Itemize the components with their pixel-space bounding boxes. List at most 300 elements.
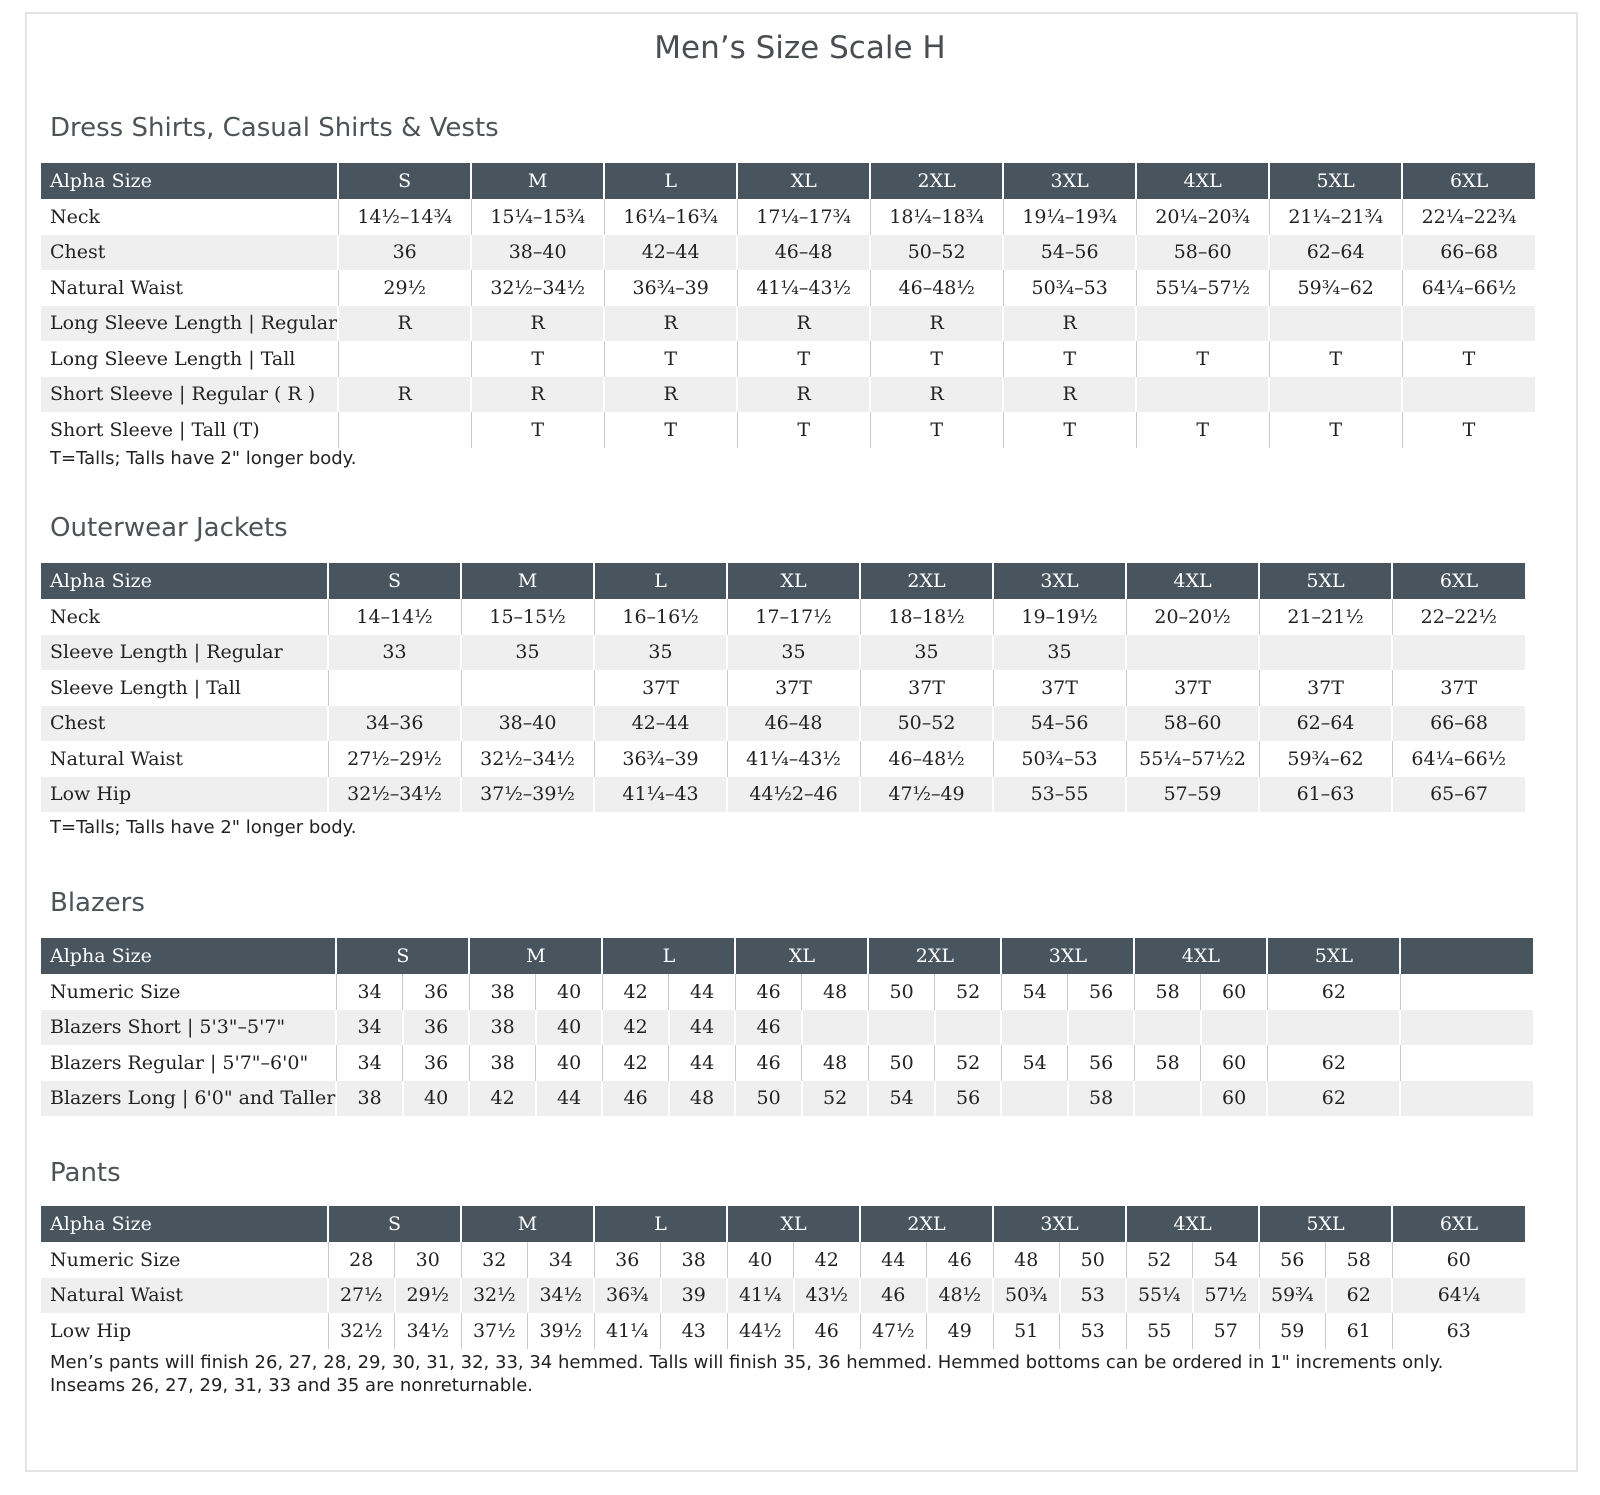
size-cell: 46–48 (727, 706, 860, 742)
numeric-value (1135, 1081, 1200, 1117)
size-header: S (338, 163, 471, 199)
numeric-value: 48 (1014, 1248, 1039, 1271)
numeric-value: 34½ (394, 1313, 461, 1349)
numeric-value (1401, 974, 1534, 1010)
value-pair (1268, 1010, 1399, 1046)
numeric-value: 40 (402, 1081, 469, 1117)
size-cell: 15–15½ (461, 599, 594, 635)
numeric-value: 46 (623, 1087, 648, 1110)
numeric-value: 39 (660, 1278, 727, 1314)
size-cell: R (737, 306, 870, 342)
size-cell (1392, 1278, 1525, 1314)
numeric-value: 32½ (339, 1319, 383, 1342)
numeric-value: 58 (1155, 980, 1180, 1003)
size-cell (1001, 1045, 1134, 1081)
numeric-value: 54 (1022, 1051, 1047, 1074)
value-pair (728, 1242, 860, 1278)
size-cell: 37T (1392, 670, 1525, 706)
size-header: 5XL (1267, 938, 1400, 974)
numeric-value: 60 (1446, 1248, 1471, 1271)
size-header: M (461, 1206, 594, 1242)
size-cell (727, 1313, 860, 1349)
value-pair (462, 1278, 593, 1314)
value-pair (603, 1081, 734, 1117)
numeric-value: 48 (801, 974, 868, 1010)
numeric-value: 34 (357, 1016, 382, 1039)
value-pair (736, 1045, 868, 1081)
value-pair (1268, 1081, 1399, 1117)
value-pair (470, 1045, 602, 1081)
numeric-value: 52 (934, 974, 1001, 1010)
numeric-value: 37½ (472, 1319, 516, 1342)
table-row (41, 377, 1535, 413)
numeric-value: 36¾ (605, 1284, 649, 1307)
numeric-value: 56 (1280, 1248, 1305, 1271)
numeric-value: 44 (535, 1081, 602, 1117)
numeric-value (1067, 1010, 1134, 1046)
value-pair (1401, 1010, 1533, 1046)
value-pair (337, 1081, 468, 1117)
numeric-value: 62 (1325, 1278, 1392, 1314)
size-cell: 27½–29½ (328, 741, 461, 777)
size-cell (1267, 1045, 1400, 1081)
value-pair (861, 1313, 993, 1349)
size-cell: 21–21½ (1259, 599, 1392, 635)
size-cell: 32½–34½ (461, 741, 594, 777)
size-cell (336, 1045, 469, 1081)
size-cell: T (1269, 341, 1402, 377)
size-cell (1400, 1081, 1533, 1117)
size-cell (461, 670, 594, 706)
numeric-value: 60 (1200, 1081, 1267, 1117)
size-cell (469, 1010, 602, 1046)
numeric-value (1002, 1081, 1067, 1117)
size-cell: 46–48½ (860, 741, 993, 777)
value-pair (1260, 1278, 1391, 1314)
size-cell (338, 412, 471, 448)
row-label: Short Sleeve | Regular ( R ) (41, 377, 338, 413)
size-cell (1400, 1045, 1533, 1081)
numeric-value: 56 (1067, 974, 1134, 1010)
size-cell: 22¼–22¾ (1402, 199, 1535, 235)
size-header: L (604, 163, 737, 199)
numeric-value: 58 (1067, 1081, 1134, 1117)
size-cell: 19–19½ (993, 599, 1126, 635)
header-label: Alpha Size (41, 563, 328, 599)
size-cell (1134, 1010, 1267, 1046)
table-row (41, 1242, 1525, 1278)
header-row (41, 563, 1525, 599)
numeric-value: 42 (793, 1242, 860, 1278)
size-cell (860, 1313, 993, 1349)
row-label: Blazers Regular | 5'7"–6'0" (41, 1045, 336, 1081)
row-label: Low Hip (41, 1313, 328, 1349)
table-row (41, 741, 1525, 777)
header-label: Alpha Size (41, 163, 338, 199)
row-label: Neck (41, 599, 328, 635)
size-header: 2XL (860, 563, 993, 599)
size-cell: R (737, 377, 870, 413)
table-row (41, 974, 1533, 1010)
value-pair (462, 1242, 594, 1278)
size-cell: T (1269, 412, 1402, 448)
size-header: S (328, 563, 461, 599)
size-cell (594, 1313, 727, 1349)
size-cell: 37T (727, 670, 860, 706)
size-cell: T (737, 412, 870, 448)
table-row (41, 599, 1525, 635)
numeric-value: 34 (357, 1051, 382, 1074)
size-cell: 32½–34½ (471, 270, 604, 306)
size-cell: 37T (594, 670, 727, 706)
size-cell (1259, 1278, 1392, 1314)
size-cell (868, 974, 1001, 1010)
numeric-value: 41¼ (605, 1319, 649, 1342)
size-cell (1267, 1081, 1400, 1117)
blazers-heading: Blazers (50, 888, 145, 918)
value-pair (869, 1081, 1000, 1117)
size-header: M (461, 563, 594, 599)
value-pair (1260, 1242, 1392, 1278)
size-cell: T (737, 341, 870, 377)
table-row (41, 1045, 1533, 1081)
numeric-value: 52 (1147, 1248, 1172, 1271)
value-pair (1401, 1081, 1533, 1117)
numeric-value: 46 (793, 1313, 860, 1349)
size-cell: T (604, 412, 737, 448)
size-cell (1267, 974, 1400, 1010)
size-cell: 37T (993, 670, 1126, 706)
table-row (41, 635, 1525, 671)
numeric-value: 53 (1059, 1278, 1126, 1314)
size-cell (1259, 1242, 1392, 1278)
size-cell (1136, 306, 1269, 342)
row-label: Sleeve Length | Tall (41, 670, 328, 706)
numeric-value: 52 (934, 1045, 1001, 1081)
numeric-value: 40 (535, 974, 602, 1010)
size-cell (1269, 306, 1402, 342)
size-cell (1269, 377, 1402, 413)
value-pair (470, 974, 602, 1010)
value-pair (1268, 1045, 1400, 1081)
value-pair (1401, 974, 1534, 1010)
size-cell (1400, 1010, 1533, 1046)
value-pair (462, 1313, 594, 1349)
table-row (41, 341, 1535, 377)
size-cell (594, 1242, 727, 1278)
size-header: 3XL (993, 1206, 1126, 1242)
size-cell: 58–60 (1126, 706, 1259, 742)
size-cell: 19¼–19¾ (1003, 199, 1136, 235)
size-cell: 64¼–66½ (1402, 270, 1535, 306)
size-cell: 54–56 (993, 706, 1126, 742)
numeric-value: 30 (394, 1242, 461, 1278)
value-pair (603, 1045, 735, 1081)
size-cell: 38–40 (471, 235, 604, 271)
size-cell: 57–59 (1126, 777, 1259, 813)
numeric-value: 29½ (394, 1278, 461, 1314)
numeric-value: 46 (881, 1284, 906, 1307)
size-cell (338, 341, 471, 377)
numeric-value: 38 (660, 1242, 727, 1278)
header-row (41, 1206, 1525, 1242)
numeric-value: 61 (1325, 1313, 1392, 1349)
size-cell: R (471, 377, 604, 413)
numeric-value: 64¼ (1437, 1284, 1481, 1307)
numeric-value: 44½ (738, 1319, 782, 1342)
size-cell: 14½–14¾ (338, 199, 471, 235)
shirts-note: T=Talls; Talls have 2" longer body. (50, 448, 357, 469)
size-cell: T (870, 412, 1003, 448)
value-pair (337, 1045, 469, 1081)
size-cell: T (1003, 341, 1136, 377)
table-row (41, 306, 1535, 342)
row-label: Numeric Size (41, 974, 336, 1010)
numeric-value (801, 1010, 868, 1046)
numeric-value: 36 (402, 1045, 469, 1081)
size-cell (1001, 974, 1134, 1010)
size-cell: 38–40 (461, 706, 594, 742)
size-cell: 35 (993, 635, 1126, 671)
size-cell (1134, 1081, 1267, 1117)
size-cell (336, 1081, 469, 1117)
size-cell: 41¼–43 (594, 777, 727, 813)
size-cell (1126, 635, 1259, 671)
size-cell (1392, 635, 1525, 671)
value-pair (1002, 1010, 1133, 1046)
numeric-value: 40 (535, 1045, 602, 1081)
numeric-value: 59 (1280, 1319, 1305, 1342)
size-cell: 15¼–15¾ (471, 199, 604, 235)
size-cell: 66–68 (1402, 235, 1535, 271)
size-cell: 17–17½ (727, 599, 860, 635)
size-cell: 37T (1259, 670, 1392, 706)
size-header: 3XL (1001, 938, 1134, 974)
numeric-value (1401, 1045, 1534, 1081)
numeric-value: 50 (889, 980, 914, 1003)
size-cell (602, 1081, 735, 1117)
size-header: 6XL (1402, 163, 1535, 199)
value-pair (595, 1242, 727, 1278)
size-cell: R (604, 377, 737, 413)
numeric-value: 62 (1321, 1051, 1346, 1074)
size-cell: 53–55 (993, 777, 1126, 813)
value-pair (1401, 1045, 1534, 1081)
size-cell (1400, 974, 1533, 1010)
size-cell: 46–48½ (870, 270, 1003, 306)
size-header: 3XL (993, 563, 1126, 599)
size-cell: 58–60 (1136, 235, 1269, 271)
size-cell: R (338, 377, 471, 413)
size-cell (602, 1010, 735, 1046)
size-cell: T (1136, 341, 1269, 377)
size-header: 5XL (1259, 563, 1392, 599)
size-cell (328, 670, 461, 706)
size-cell: 35 (727, 635, 860, 671)
numeric-value: 38 (490, 1051, 515, 1074)
value-pair (1002, 974, 1134, 1010)
numeric-value: 54 (889, 1087, 914, 1110)
numeric-value: 42 (623, 1016, 648, 1039)
size-cell (328, 1242, 461, 1278)
numeric-value: 41¼ (738, 1284, 782, 1307)
size-cell: 18¼–18¾ (870, 199, 1003, 235)
size-cell: 18–18½ (860, 599, 993, 635)
size-cell (461, 1313, 594, 1349)
size-cell (594, 1278, 727, 1314)
size-cell: 59¾–62 (1269, 270, 1402, 306)
numeric-value: 40 (748, 1248, 773, 1271)
size-cell (860, 1242, 993, 1278)
value-pair (1135, 1045, 1267, 1081)
table-row (41, 1081, 1533, 1117)
size-cell (1402, 306, 1535, 342)
size-header: 6XL (1392, 563, 1525, 599)
size-cell (1126, 1242, 1259, 1278)
value-pair (994, 1278, 1125, 1314)
size-cell (993, 1278, 1126, 1314)
row-label: Chest (41, 706, 328, 742)
size-cell (461, 1242, 594, 1278)
size-header: XL (737, 163, 870, 199)
row-label: Long Sleeve Length | Regular (41, 306, 338, 342)
size-cell: T (1003, 412, 1136, 448)
size-cell: T (604, 341, 737, 377)
value-pair (1268, 974, 1400, 1010)
value-pair (603, 974, 735, 1010)
numeric-value (1002, 1010, 1067, 1046)
numeric-value: 34 (527, 1242, 594, 1278)
size-cell: R (870, 306, 1003, 342)
size-header: S (336, 938, 469, 974)
numeric-value: 42 (623, 980, 648, 1003)
numeric-value: 32½ (472, 1284, 516, 1307)
numeric-value: 38 (490, 980, 515, 1003)
numeric-value: 46 (756, 980, 781, 1003)
header-label: Alpha Size (41, 938, 336, 974)
numeric-value: 44 (881, 1248, 906, 1271)
size-cell: 21¼–21¾ (1269, 199, 1402, 235)
size-cell: 46–48 (737, 235, 870, 271)
size-cell: 34–36 (328, 706, 461, 742)
value-pair (861, 1278, 992, 1314)
size-cell (1259, 1313, 1392, 1349)
size-cell (727, 1278, 860, 1314)
numeric-value: 44 (668, 1045, 735, 1081)
row-label: Long Sleeve Length | Tall (41, 341, 338, 377)
size-cell (602, 974, 735, 1010)
value-pair (861, 1242, 993, 1278)
value-pair (1127, 1313, 1259, 1349)
size-cell (602, 1045, 735, 1081)
value-pair (1135, 1010, 1266, 1046)
shirts-size-table (41, 163, 1535, 448)
table-row (41, 706, 1525, 742)
value-pair (1393, 1278, 1525, 1314)
outerwear-size-table (41, 563, 1525, 812)
numeric-value (1268, 1010, 1399, 1046)
table-row (41, 235, 1535, 271)
size-header: M (471, 163, 604, 199)
numeric-value: 51 (1014, 1319, 1039, 1342)
numeric-value: 50 (756, 1087, 781, 1110)
numeric-value: 42 (490, 1087, 515, 1110)
value-pair (728, 1278, 859, 1314)
size-cell: 66–68 (1392, 706, 1525, 742)
size-cell (1126, 1278, 1259, 1314)
size-header: 3XL (1003, 163, 1136, 199)
value-pair (736, 1081, 867, 1117)
numeric-value: 34½ (527, 1278, 594, 1314)
size-header: S (328, 1206, 461, 1242)
value-pair (869, 1045, 1001, 1081)
numeric-value: 52 (801, 1081, 868, 1117)
numeric-value: 32 (482, 1248, 507, 1271)
value-pair (1127, 1278, 1258, 1314)
size-cell: 42–44 (604, 235, 737, 271)
row-label: Low Hip (41, 777, 328, 813)
value-pair (595, 1313, 727, 1349)
numeric-value (1135, 1010, 1200, 1046)
size-cell (727, 1242, 860, 1278)
size-cell: 16–16½ (594, 599, 727, 635)
size-header: 6XL (1392, 1206, 1525, 1242)
size-cell (1126, 1313, 1259, 1349)
size-cell: 54–56 (1003, 235, 1136, 271)
size-header: 2XL (868, 938, 1001, 974)
value-pair (1127, 1242, 1259, 1278)
size-cell (1001, 1081, 1134, 1117)
size-cell (461, 1278, 594, 1314)
size-cell: 42–44 (594, 706, 727, 742)
outerwear-note: T=Talls; Talls have 2" longer body. (50, 817, 357, 838)
size-cell: T (1402, 341, 1535, 377)
size-cell: 14–14½ (328, 599, 461, 635)
size-cell (1136, 377, 1269, 413)
size-cell: 37½–39½ (461, 777, 594, 813)
value-pair (994, 1242, 1126, 1278)
size-header: 5XL (1259, 1206, 1392, 1242)
numeric-value: 27½ (339, 1284, 383, 1307)
size-header: XL (727, 563, 860, 599)
size-cell: 50–52 (860, 706, 993, 742)
numeric-value: 42 (623, 1051, 648, 1074)
size-header: 2XL (860, 1206, 993, 1242)
numeric-value: 34 (357, 980, 382, 1003)
value-pair (470, 1081, 601, 1117)
size-cell: 41¼–43½ (737, 270, 870, 306)
numeric-value: 44 (668, 1010, 735, 1046)
size-cell: 16¼–16¾ (604, 199, 737, 235)
numeric-value: 60 (1200, 1045, 1267, 1081)
size-cell (860, 1278, 993, 1314)
size-cell (868, 1010, 1001, 1046)
size-cell (1267, 1010, 1400, 1046)
size-cell: 22–22½ (1392, 599, 1525, 635)
numeric-value (1200, 1010, 1267, 1046)
table-row (41, 199, 1535, 235)
size-cell: 65–67 (1392, 777, 1525, 813)
value-pair (869, 1010, 1000, 1046)
value-pair (1135, 1081, 1266, 1117)
size-cell: 37T (1126, 670, 1259, 706)
numeric-value: 58 (1325, 1242, 1392, 1278)
row-label: Blazers Short | 5'3"–5'7" (41, 1010, 336, 1046)
pants-note-line-1: Men’s pants will finish 26, 27, 28, 29, 30, 31, 32, 33, 34 hemmed. Talls will finish 35, 36 hemmed. Hemmed bottoms can be ordered in 1" increments only. (50, 1352, 1444, 1373)
value-pair (337, 1010, 468, 1046)
numeric-value: 43½ (793, 1278, 860, 1314)
size-cell (328, 1313, 461, 1349)
